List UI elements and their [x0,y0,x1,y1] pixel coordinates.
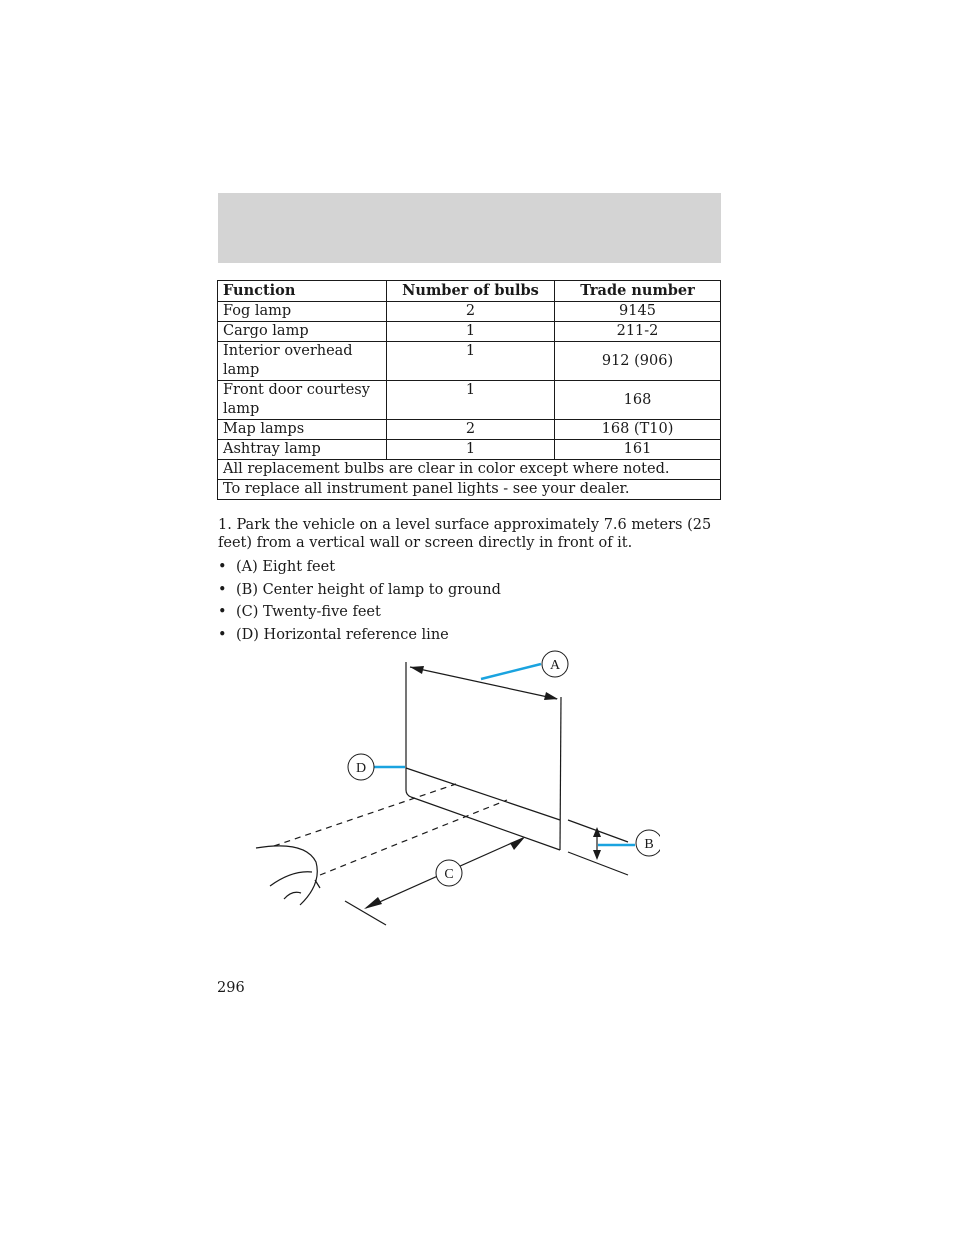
bulbs-cell: 1 [387,381,555,420]
function-cell: Fog lamp [218,302,387,322]
bulbs-cell: 2 [387,420,555,440]
arrowhead-c-left [364,897,382,909]
aiming-instructions [218,517,723,647]
label-a: A [549,658,561,673]
table-row [218,440,721,460]
column-header-number-of-bulbs: Number of bulbs [387,281,555,302]
table-row [218,381,721,420]
bulb-specification-table [217,280,721,500]
table-note: All replacement bulbs are clear in color except where noted. [218,460,721,480]
table-row [218,302,721,322]
list-item-text: (D) Horizontal reference line [236,627,449,644]
vehicle-headlamp-outline [284,892,301,899]
bulbs-cell: 1 [387,342,555,381]
bullet-icon: • [218,604,227,621]
table-note-row [218,480,721,500]
dimension-legend-list [218,556,723,647]
screen-right-edge [560,697,561,850]
list-item-text: (C) Twenty-five feet [236,604,381,621]
trade-number-cell: 912 (906) [555,342,721,381]
screen-left-edge [406,662,411,797]
table-row [218,342,721,381]
trade-number-cell: 211-2 [555,322,721,342]
function-cell: Front door courtesy lamp [218,381,387,420]
arrowhead-b-bottom [593,850,601,860]
dimension-a-line [410,667,557,699]
function-cell: Interior overhead lamp [218,342,387,381]
trade-number-cell: 9145 [555,302,721,322]
table-row [218,420,721,440]
function-cell: Cargo lamp [218,322,387,342]
list-item-text: (B) Center height of lamp to ground [236,581,501,598]
beam-line-upper [274,784,456,846]
arrowhead-c-right [510,837,525,850]
page-number: 296 [217,980,245,996]
bullet-icon: • [218,559,227,575]
bullet-icon: • [218,581,227,598]
callout-a-leader [481,664,541,679]
beam-line-lower [320,800,507,875]
section-header-band [218,193,721,263]
reference-line-d [406,768,560,820]
column-header-trade-number: Trade number [555,281,721,302]
arrowhead-a-left [410,666,424,674]
list-item [218,601,723,624]
vehicle-headlamp-outline [270,872,312,886]
label-d: D [355,761,367,776]
table-row [218,322,721,342]
table-note: To replace all instrument panel lights - see your dealer. [218,480,721,500]
function-cell: Map lamps [218,420,387,440]
bulbs-cell: 1 [387,322,555,342]
column-header-function: Function [218,281,387,302]
function-cell: Ashtray lamp [218,440,387,460]
table-note-row [218,460,721,480]
step-1-text: 1. Park the vehicle on a level surface approximately 7.6 meters (25 feet) from a vertical wall or screen directly in front of it. [218,517,712,551]
arrowhead-a-right [544,692,558,700]
trade-number-cell: 168 (T10) [555,420,721,440]
dimension-c-tick [345,901,386,925]
bulbs-cell: 2 [387,302,555,322]
screen-bottom-edge [411,797,560,850]
headlamp-aiming-diagram [240,645,660,935]
list-item [218,579,723,602]
bullet-icon: • [218,627,227,644]
table-header-row [218,281,721,302]
label-c: C [444,867,454,882]
list-item [218,556,723,579]
trade-number-cell: 168 [555,381,721,420]
trade-number-cell: 161 [555,440,721,460]
bulbs-cell: 1 [387,440,555,460]
vehicle-detail-mark [315,880,320,888]
list-item [218,624,723,647]
label-b: B [644,837,654,852]
list-item-text: (A) Eight feet [236,559,336,575]
